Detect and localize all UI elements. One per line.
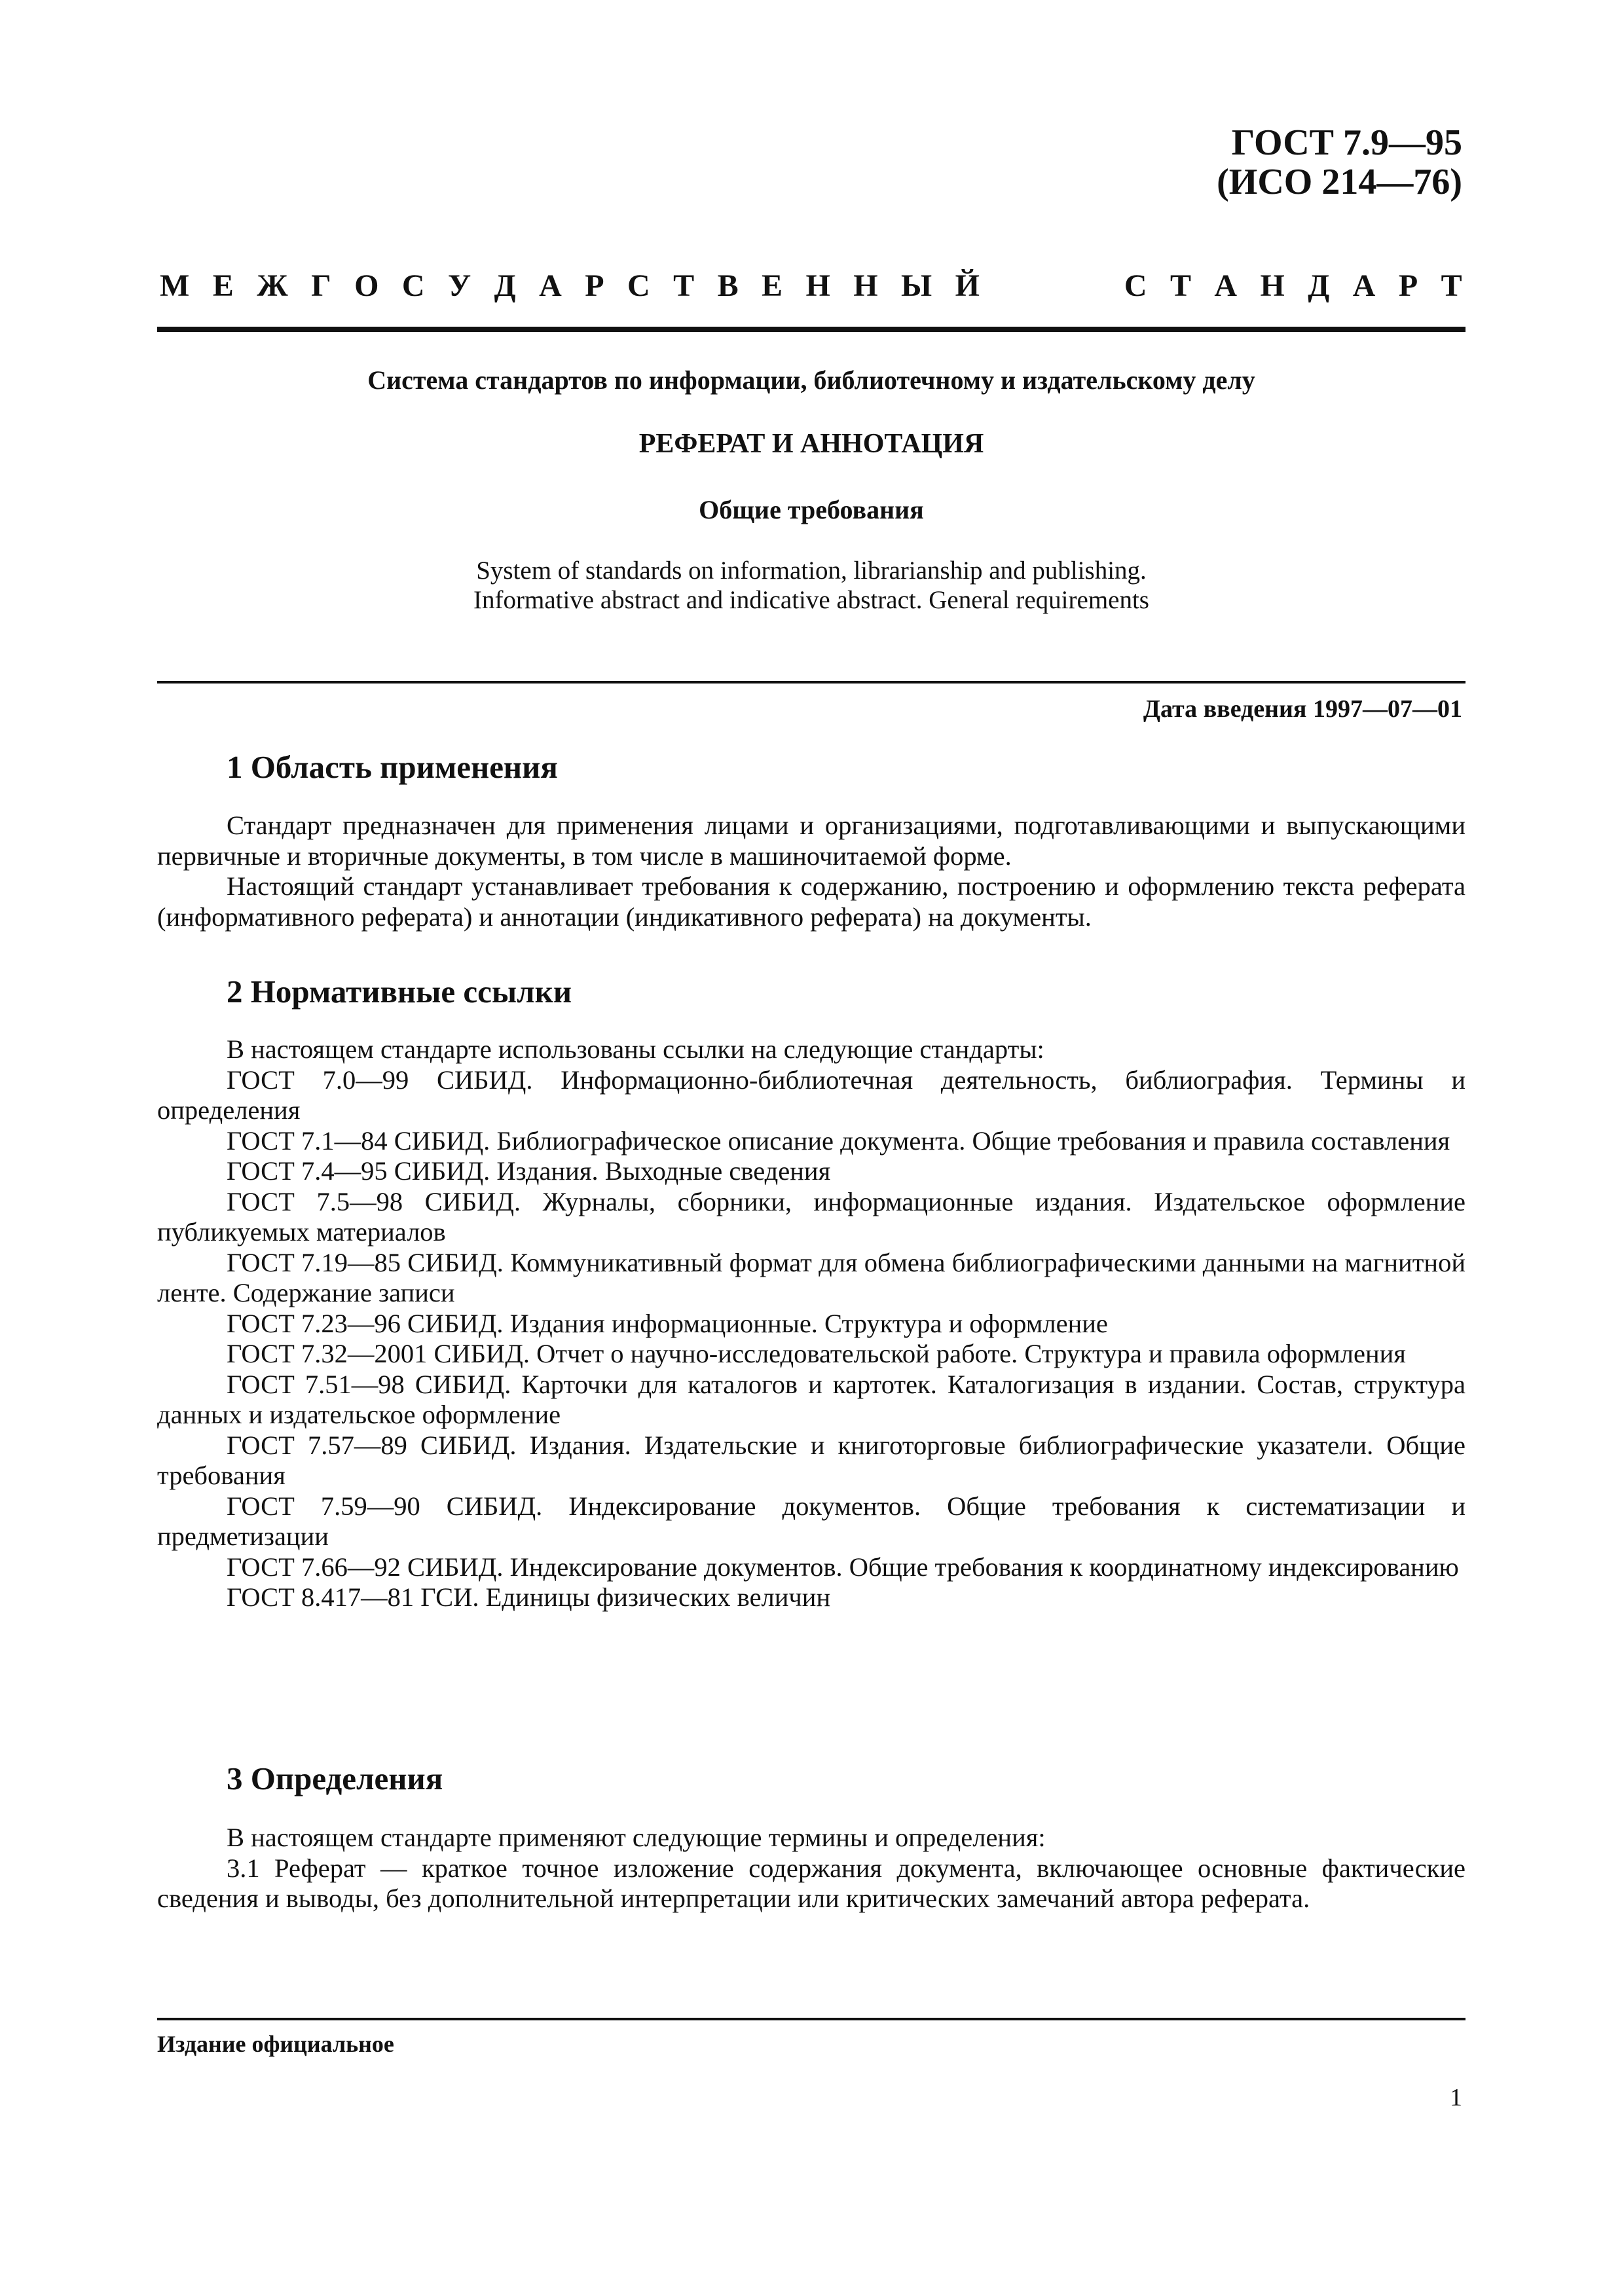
banner-letter: Р [585, 268, 604, 303]
section-body-definitions [157, 1823, 1465, 1914]
reference-item: ГОСТ 7.66—92 СИБИД. Индексирование документов. Общие требования к координатному индексированию [227, 1552, 1459, 1582]
banner-letter: Й [955, 268, 980, 303]
reference-item: ГОСТ 7.51—98 СИБИД. Карточки для каталогов и картотек. Каталогизация в издании. Состав, структура данных и издательское оформление [157, 1369, 1465, 1429]
reference-item: ГОСТ 7.23—96 СИБИД. Издания информационные. Структура и оформление [227, 1308, 1108, 1338]
section-heading-scope: 1 Область применения [227, 749, 558, 785]
english-title-line: System of standards on information, librarianship and publishing. [476, 556, 1147, 585]
banner-letter: С [401, 268, 425, 303]
reference-item: ГОСТ 7.0—99 СИБИД. Информационно-библиотечная деятельность, библиография. Термины и определения [157, 1065, 1465, 1125]
banner-letter: А [539, 268, 562, 303]
banner-letter: М [160, 268, 190, 303]
reference-item: ГОСТ 7.1—84 СИБИД. Библиографическое описание документа. Общие требования и правила составления [227, 1125, 1450, 1156]
standard-code-block [1217, 123, 1462, 202]
reference-item: ГОСТ 7.59—90 СИБИД. Индексирование документов. Общие требования к систематизации и предметизации [157, 1491, 1465, 1551]
introduction-date: Дата введения 1997—07—01 [1143, 695, 1462, 723]
banner-letter: О [354, 268, 379, 303]
section-body-normative-references [157, 1034, 1465, 1613]
reference-item: ГОСТ 8.417—81 ГСИ. Единицы физических величин [227, 1582, 831, 1612]
reference-item: ГОСТ 7.4—95 СИБИД. Издания. Выходные сведения [227, 1156, 831, 1186]
series-title: Система стандартов по информации, библиотечному и издательскому делу [367, 365, 1255, 395]
banner-letter: А [1352, 268, 1376, 303]
banner-divider [157, 327, 1465, 332]
banner-letter: Д [1308, 268, 1330, 303]
banner-letter: Н [805, 268, 830, 303]
banner-letter: С [1124, 268, 1147, 303]
paragraph: В настоящем стандарте использованы ссылки на следующие стандарты: [227, 1034, 1044, 1064]
banner-letter: Е [762, 268, 783, 303]
iso-code: (ИСО 214—76) [1217, 162, 1462, 202]
section-body-scope [157, 811, 1465, 932]
reference-item: ГОСТ 7.5—98 СИБИД. Журналы, сборники, информационные издания. Издательское оформление публикуемых материалов [157, 1186, 1465, 1247]
reference-item: ГОСТ 7.19—85 СИБИД. Коммуникативный формат для обмена библиографическими данными на магнитной ленте. Содержание записи [157, 1247, 1465, 1307]
banner-letter: Н [1260, 268, 1285, 303]
document-subtitle: Общие требования [699, 495, 924, 524]
banner-letter: У [447, 268, 471, 303]
paragraph: Стандарт предназначен для применения лицами и организациями, подготавливающими и выпускающими первичные и вторичные документы, в том числе в машиночитаемой форме. [157, 811, 1465, 871]
banner-letter: Д [494, 268, 516, 303]
standard-code: ГОСТ 7.9—95 [1231, 122, 1462, 163]
definition-item: 3.1 Реферат — краткое точное изложение содержания документа, включающее основные фактические сведения и выводы, без дополнительной интерпретации или критических замечаний автора реферата. [157, 1853, 1465, 1913]
banner-letter: С [627, 268, 650, 303]
official-edition-label: Издание официальное [157, 2031, 394, 2057]
banner-letter: Е [212, 268, 234, 303]
banner-letter: Ы [901, 268, 932, 303]
section-heading-definitions: 3 Определения [227, 1760, 443, 1796]
banner-letter: Р [1398, 268, 1418, 303]
page-number: 1 [1450, 2084, 1462, 2111]
interstate-standard-banner [160, 263, 1462, 309]
banner-letter: Н [853, 268, 878, 303]
reference-item: ГОСТ 7.57—89 СИБИД. Издания. Издательские и книготорговые библиографические указатели. Общие требования [157, 1430, 1465, 1490]
english-title-line: Informative abstract and indicative abstract. General requirements [473, 586, 1149, 614]
banner-letter: В [717, 268, 739, 303]
document-title: РЕФЕРАТ И АННОТАЦИЯ [638, 429, 984, 459]
paragraph: Настоящий стандарт устанавливает требования к содержанию, построению и оформлению текста реферата (информативного реферата) и аннотации (индикативного реферата) на документы. [157, 871, 1465, 932]
banner-letter: А [1214, 268, 1238, 303]
banner-letter: Г [311, 268, 331, 303]
section-heading-normative-references: 2 Нормативные ссылки [227, 974, 572, 1010]
reference-item: ГОСТ 7.32—2001 СИБИД. Отчет о научно-исследовательской работе. Структура и правила оформления [227, 1339, 1406, 1368]
banner-letter: Т [1170, 268, 1191, 303]
banner-letter: Т [673, 268, 695, 303]
banner-letter: Ж [257, 268, 288, 303]
banner-letter: Т [1441, 268, 1462, 303]
english-title [157, 556, 1465, 615]
title-divider [157, 681, 1465, 683]
paragraph: В настоящем стандарте применяют следующие термины и определения: [227, 1823, 1046, 1852]
footer-divider [157, 2018, 1465, 2020]
